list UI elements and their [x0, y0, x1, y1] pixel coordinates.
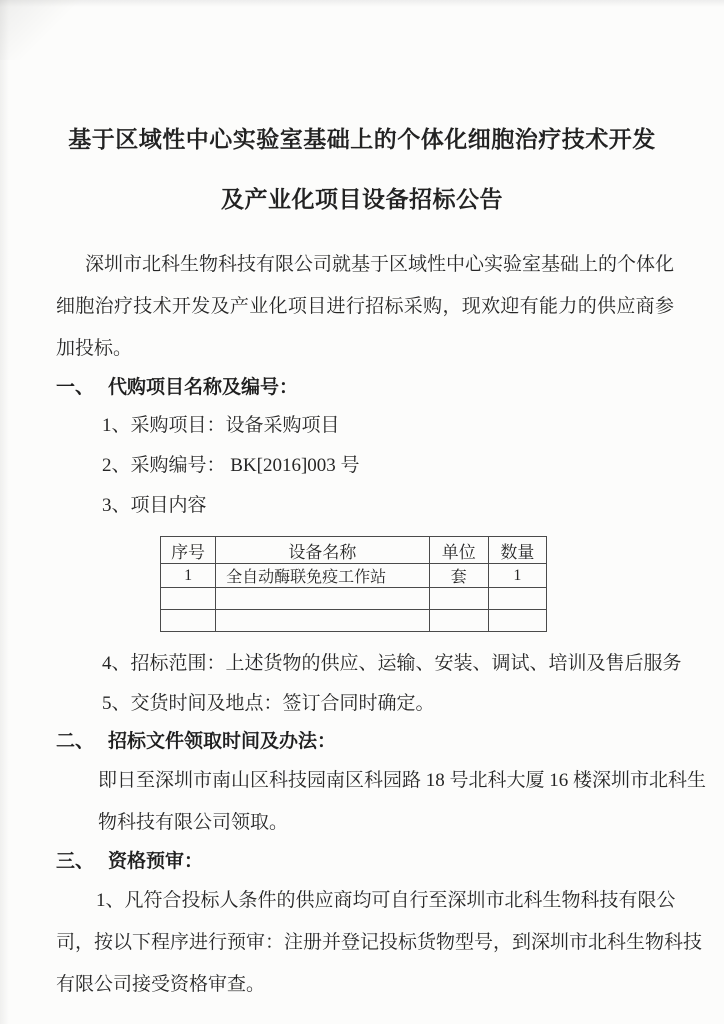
section-2-heading — [56, 724, 668, 760]
equipment-table-wrapper — [160, 536, 668, 632]
table-row — [161, 610, 547, 632]
section-3-marker: 三、 — [56, 851, 95, 872]
cell-unit — [429, 610, 488, 632]
column-header-index: 序号 — [161, 537, 216, 564]
cell-equipment-name — [216, 610, 430, 632]
cell-equipment-name — [216, 588, 430, 610]
table-row — [161, 564, 547, 588]
section-1-marker: 一、 — [56, 377, 95, 398]
section-1-item-2: 2、采购编号： BK[2016]003 号 — [102, 455, 360, 476]
column-header-equipment-name: 设备名称 — [216, 537, 430, 564]
section-1-heading — [56, 370, 668, 406]
section-2-marker: 二、 — [56, 731, 95, 752]
cell-index — [161, 610, 216, 632]
equipment-table-header-row — [161, 537, 547, 564]
section-1-item-3: 3、项目内容 — [102, 495, 207, 516]
cell-quantity — [488, 610, 546, 632]
section-2-paragraph: 即日至深圳市南山区科技园南区科园路 18 号北科大厦 16 楼深圳市北科生物科技有限公司领取。 — [98, 770, 707, 833]
section-3-heading — [56, 844, 668, 880]
document-title — [56, 0, 668, 230]
document-title-line-1: 基于区域性中心实验室基础上的个体化细胞治疗技术开发 — [68, 127, 656, 152]
section-1-heading-text: 代购项目名称及编号： — [108, 377, 299, 398]
cell-unit: 套 — [429, 564, 488, 588]
section-3-paragraph: 1、凡符合投标人条件的供应商均可自行至深圳市北科生物科技有限公司，按以下程序进行预审：注册并登记投标货物型号，到深圳市北科生物科技有限公司接受资格审查。 — [56, 890, 703, 995]
cell-index — [161, 588, 216, 610]
table-row — [161, 588, 547, 610]
cell-index: 1 — [161, 564, 216, 588]
cell-quantity: 1 — [488, 564, 546, 588]
section-1-item-5: 5、交货时间及地点：签订合同时确定。 — [102, 693, 435, 714]
section-1-item-1: 1、采购项目：设备采购项目 — [102, 415, 340, 436]
column-header-unit: 单位 — [429, 537, 488, 564]
column-header-quantity: 数量 — [488, 537, 546, 564]
cell-quantity — [488, 588, 546, 610]
section-3-heading-text: 资格预审： — [108, 851, 204, 872]
section-1-item-4: 4、招标范围：上述货物的供应、运输、安装、调试、培训及售后服务 — [102, 653, 682, 674]
cell-equipment-name: 全自动酶联免疫工作站 — [216, 564, 430, 588]
section-2-heading-text: 招标文件领取时间及办法： — [108, 731, 337, 752]
document-title-line-2: 及产业化项目设备招标公告 — [221, 187, 503, 212]
intro-paragraph: 深圳市北科生物科技有限公司就基于区域性中心实验室基础上的个体化细胞治疗技术开发及产业化项目进行招标采购，现欢迎有能力的供应商参加投标。 — [56, 254, 675, 359]
cell-unit — [429, 588, 488, 610]
equipment-table — [160, 536, 547, 632]
